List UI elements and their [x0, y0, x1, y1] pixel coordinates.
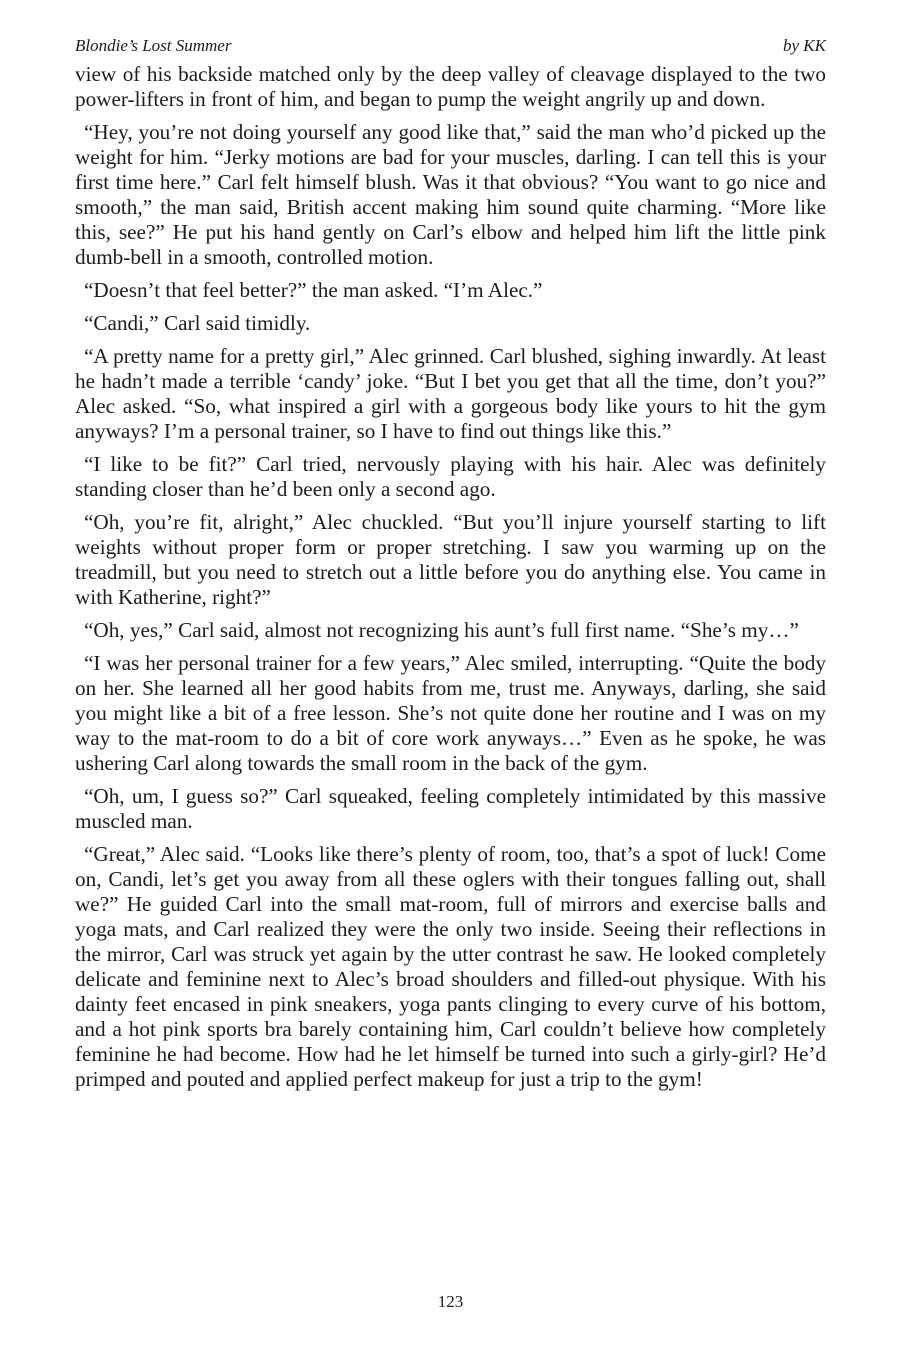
- paragraph: view of his backside matched only by the deep valley of cleavage displayed to the two power-lifters in front of him, and began to pump the weight angrily up and down.: [75, 62, 826, 111]
- paragraph: “Oh, you’re fit, alright,” Alec chuckled. “But you’ll injure yourself starting to lift weights without proper form or proper stretching. I saw you warming up on the treadmill, but you need to stretch out a little before you do anything else. You came in with Katherine, right?”: [75, 510, 826, 609]
- book-page: [75, 34, 826, 1334]
- paragraph: “I like to be fit?” Carl tried, nervously playing with his hair. Alec was definitely standing closer than he’d been only a second ago.: [75, 452, 826, 501]
- paragraph: “Great,” Alec said. “Looks like there’s plenty of room, too, that’s a spot of luck! Come on, Candi, let’s get you away from all these oglers with their tongues falling out, shall we?” He guided Carl into the small mat-room, full of mirrors and exercise balls and yoga mats, and Carl realized they were the only two inside. Seeing their reflections in the mirror, Carl was struck yet again by the utter contrast he saw. He looked completely delicate and feminine next to Alec’s broad shoulders and filled-out physique. With his dainty feet encased in pink sneakers, yoga pants clinging to every curve of his bottom, and a hot pink sports bra barely containing him, Carl couldn’t believe how completely feminine he had become. How had he let himself be turned into such a girly-girl? He’d primped and pouted and applied perfect makeup for just a trip to the gym!: [75, 842, 826, 1091]
- page-number: 123: [437, 1292, 464, 1311]
- body-text: [75, 62, 826, 1092]
- running-head: [75, 34, 826, 58]
- paragraph: “A pretty name for a pretty girl,” Alec grinned. Carl blushed, sighing inwardly. At least he hadn’t made a terrible ‘candy’ joke. “But I bet you get that all the time, don’t you?” Alec asked. “So, what inspired a girl with a gorgeous body like yours to hit the gym anyways? I’m a personal trainer, so I have to find out things like this.”: [75, 344, 826, 443]
- paragraph: “Candi,” Carl said timidly.: [84, 311, 311, 335]
- author-credit: by KK: [783, 36, 826, 55]
- paragraph: “Doesn’t that feel better?” the man asked. “I’m Alec.”: [84, 278, 543, 302]
- paragraph: “Hey, you’re not doing yourself any good like that,” said the man who’d picked up the weight for him. “Jerky motions are bad for your muscles, darling. I can tell this is your first time here.” Carl felt himself blush. Was it that obvious? “You want to go nice and smooth,” the man said, British accent making him sound quite charming. “More like this, see?” He put his hand gently on Carl’s elbow and helped him lift the little pink dumb-bell in a smooth, controlled motion.: [75, 120, 826, 269]
- book-title: Blondie’s Lost Summer: [75, 36, 232, 55]
- paragraph: “Oh, yes,” Carl said, almost not recognizing his aunt’s full first name. “She’s my…”: [84, 618, 799, 642]
- paragraph: “I was her personal trainer for a few years,” Alec smiled, interrupting. “Quite the body on her. She learned all her good habits from me, trust me. Anyways, darling, she said you might like a bit of a free lesson. She’s not quite done her routine and I was on my way to the mat-room to do a bit of core work anyways…” Even as he spoke, he was ushering Carl along towards the small room in the back of the gym.: [75, 651, 826, 775]
- paragraph: “Oh, um, I guess so?” Carl squeaked, feeling completely intimidated by this massive muscled man.: [75, 784, 826, 833]
